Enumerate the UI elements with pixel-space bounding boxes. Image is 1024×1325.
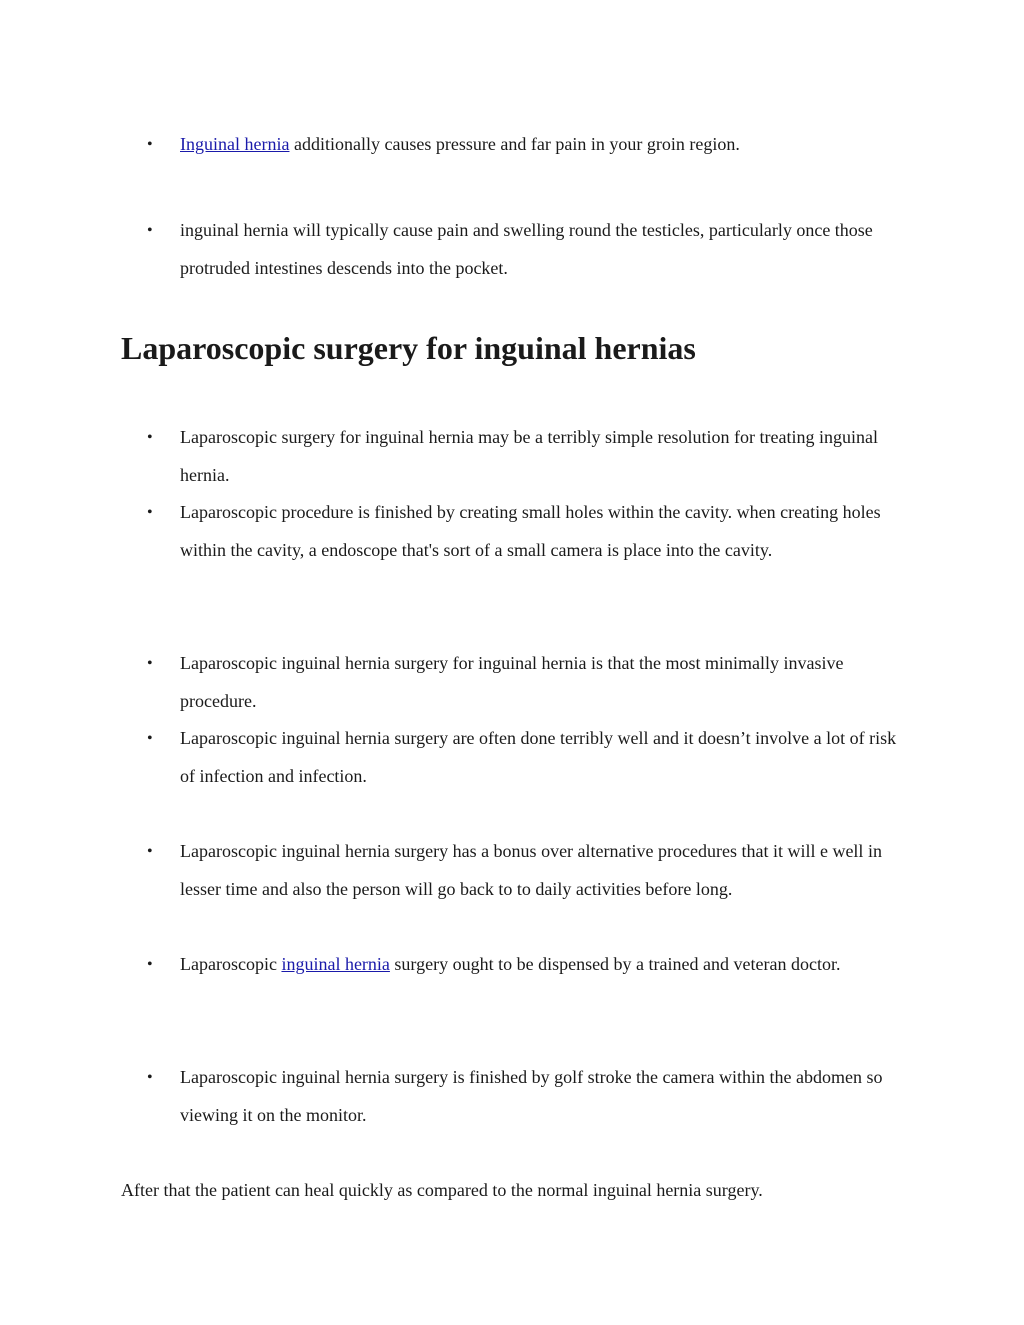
- list-item: [147, 419, 910, 494]
- list-item: [147, 645, 910, 720]
- bullet-icon: •: [147, 655, 153, 672]
- list-item-text: Laparoscopic inguinal hernia surgery has a bonus over alternative procedures that it will e well in lesser time and also the person will go back to to daily activities before long.: [180, 841, 882, 899]
- list-item-text: Laparoscopic procedure is finished by creating small holes within the cavity. when creating holes within the cavity, a endoscope that's sort of a small camera is place into the cavity.: [180, 502, 881, 560]
- list-item: [147, 212, 910, 287]
- section-heading: Laparoscopic surgery for inguinal hernias: [121, 330, 696, 366]
- bullet-icon: •: [147, 504, 153, 521]
- closing-paragraph: After that the patient can heal quickly as compared to the normal inguinal hernia surgery.: [121, 1180, 763, 1200]
- bullet-icon: •: [147, 730, 153, 747]
- list-item-text: Laparoscopic surgery for inguinal hernia may be a terribly simple resolution for treating inguinal hernia.: [180, 427, 878, 485]
- bullet-icon: •: [147, 1069, 153, 1086]
- bullet-icon: •: [147, 429, 153, 446]
- bullet-icon: •: [147, 136, 153, 153]
- list-item: [147, 126, 910, 164]
- list-item: [147, 494, 910, 569]
- list-item-text: Laparoscopic inguinal hernia surgery are often done terribly well and it doesn’t involve a lot of risk of infection and infection.: [180, 728, 897, 786]
- list-item: [147, 833, 910, 908]
- list-item-text: Laparoscopic inguinal hernia surgery is finished by golf stroke the camera within the abdomen so viewing it on the monitor.: [180, 1067, 883, 1125]
- list-item-text: inguinal hernia will typically cause pain and swelling round the testicles, particularly once those protruded intestines descends into the pocket.: [180, 220, 873, 278]
- list-item: [147, 720, 908, 795]
- list-item-text: surgery ought to be dispensed by a trained and veteran doctor.: [389, 954, 841, 974]
- inguinal-hernia-link[interactable]: inguinal hernia: [281, 954, 390, 974]
- list-item: [147, 946, 910, 984]
- bullet-icon: •: [147, 222, 153, 239]
- list-item-text: Laparoscopic: [180, 954, 282, 974]
- inguinal-hernia-link[interactable]: Inguinal hernia: [180, 134, 290, 154]
- list-item-text: additionally causes pressure and far pain in your groin region.: [289, 134, 740, 154]
- list-item: [147, 1059, 910, 1134]
- bullet-icon: •: [147, 843, 153, 860]
- bullet-icon: •: [147, 956, 153, 973]
- list-item-text: Laparoscopic inguinal hernia surgery for inguinal hernia is that the most minimally invasive procedure.: [180, 653, 844, 711]
